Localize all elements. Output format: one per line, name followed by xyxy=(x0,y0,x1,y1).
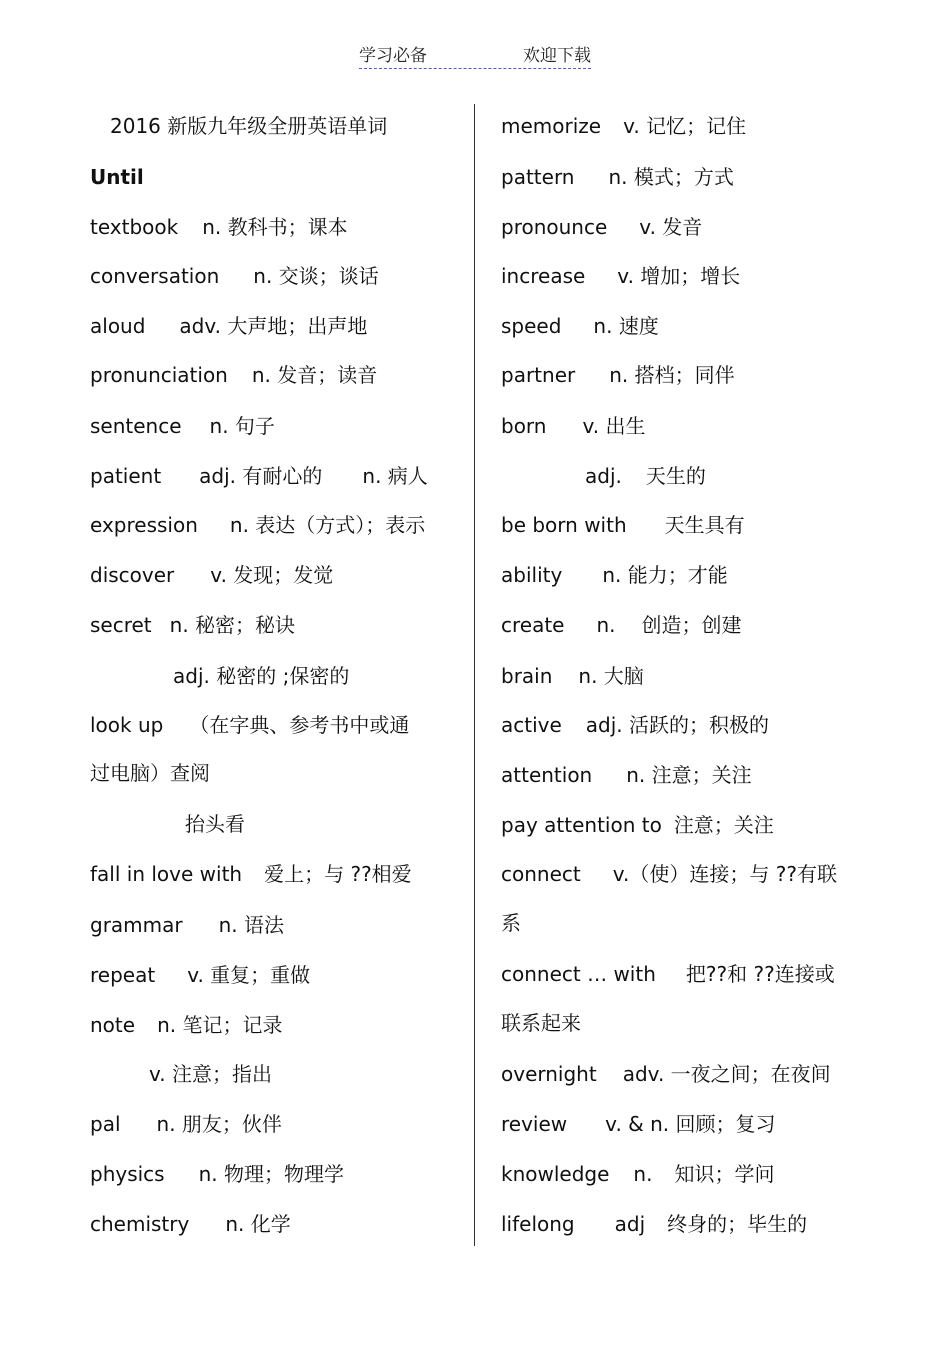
vocab-line xyxy=(501,910,521,936)
vocab-term: active xyxy=(501,713,562,737)
vocab-definition: adv. 一夜之间；在夜间 xyxy=(622,1062,831,1086)
vocab-term: memorize xyxy=(501,114,602,138)
vocab-definition: 天生的 xyxy=(645,464,706,488)
vocab-line xyxy=(90,512,425,538)
vocab-definition: n. 能力；才能 xyxy=(602,563,728,587)
vocab-term: adj. xyxy=(585,464,622,488)
vocab-term: connect xyxy=(501,862,581,886)
vocab-term: connect … with xyxy=(501,962,656,986)
vocab-definition: v. 出生 xyxy=(582,414,646,438)
vocab-line xyxy=(501,362,735,388)
vocab-line xyxy=(90,1211,291,1237)
vocab-line xyxy=(501,512,745,538)
vocab-line xyxy=(501,214,702,240)
vocab-definition: n. 教科书；课本 xyxy=(202,215,348,239)
vocab-term: look up xyxy=(90,713,164,737)
vocab-definition: v.（使）连接；与 ??有联 xyxy=(612,862,837,886)
vocab-definition: n. 化学 xyxy=(225,1212,291,1236)
vocab-definition: n. 大脑 xyxy=(578,664,644,688)
vocab-line xyxy=(90,1161,344,1187)
vocab-term: discover xyxy=(90,563,175,587)
vocab-definition: n. 交谈；谈话 xyxy=(253,264,379,288)
vocab-line xyxy=(110,113,387,139)
page-header xyxy=(0,41,950,69)
vocab-line xyxy=(501,961,835,987)
vocab-term: pattern xyxy=(501,165,575,189)
vocab-term: patient xyxy=(90,464,162,488)
vocab-definition: n. 发音；读音 xyxy=(251,363,378,387)
vocab-definition: adj. 有耐心的 xyxy=(199,464,323,488)
vocab-term: create xyxy=(501,613,565,637)
vocab-term: overnight xyxy=(501,1062,597,1086)
vocab-definition: v. 增加；增长 xyxy=(617,264,741,288)
vocab-line xyxy=(90,712,409,738)
vocab-line xyxy=(90,413,275,439)
header-right-text: 欢迎下载 xyxy=(523,46,591,66)
vocab-term: increase xyxy=(501,264,586,288)
vocab-line xyxy=(90,1012,282,1038)
vocab-term: 联系起来 xyxy=(501,1011,581,1035)
vocab-definition: 创造；创建 xyxy=(641,613,742,637)
vocab-line xyxy=(90,760,210,786)
vocab-term: born xyxy=(501,414,547,438)
vocab-definition: v. 发现；发觉 xyxy=(210,563,334,587)
vocab-term: chemistry xyxy=(90,1212,190,1236)
vocab-definition: v. 记忆；记住 xyxy=(623,114,747,138)
vocab-definition: n. 病人 xyxy=(362,464,428,488)
vocab-term: attention xyxy=(501,763,593,787)
vocab-definition: n. 语法 xyxy=(218,913,285,937)
vocab-line xyxy=(501,712,769,738)
vocab-definition: v. 重复；重做 xyxy=(187,963,311,987)
vocab-definition: adv. 大声地；出声地 xyxy=(179,314,368,338)
vocab-term: textbook xyxy=(90,215,179,239)
vocab-line xyxy=(501,562,728,588)
vocab-line xyxy=(90,214,348,240)
vocab-line xyxy=(501,812,774,838)
vocab-line xyxy=(90,612,295,638)
vocab-definition: 把??和 ??连接或 xyxy=(685,962,835,986)
header-left-text: 学习必备 xyxy=(359,46,427,66)
vocab-definition: adj. 活跃的；积极的 xyxy=(585,713,770,737)
vocab-definition: 终身的；毕生的 xyxy=(667,1212,808,1236)
vocab-line xyxy=(501,663,644,689)
vocab-term: 抬头看 xyxy=(185,812,245,836)
vocab-line xyxy=(501,1061,831,1087)
vocab-line xyxy=(90,362,377,388)
vocab-line xyxy=(501,164,734,190)
vocab-definition: n. 物理；物理学 xyxy=(198,1162,344,1186)
vocab-definition: n. 注意；关注 xyxy=(626,763,752,787)
vocab-term: physics xyxy=(90,1162,165,1186)
vocab-line xyxy=(501,263,740,289)
vocab-term: partner xyxy=(501,363,576,387)
vocab-term: be born with xyxy=(501,513,627,537)
vocab-line xyxy=(149,1061,272,1087)
vocab-definition: 注意；关注 xyxy=(673,813,774,837)
vocab-term: aloud xyxy=(90,314,146,338)
vocab-definition: n. xyxy=(596,613,616,637)
vocab-term: pal xyxy=(90,1112,121,1136)
vocab-term: adj. 秘密的 ;保密的 xyxy=(173,664,350,688)
vocab-definition: n. 朋友；伙伴 xyxy=(156,1112,282,1136)
vocab-term: 系 xyxy=(501,911,521,935)
vocab-line xyxy=(90,463,428,489)
vocab-definition: 知识；学问 xyxy=(674,1162,775,1186)
vocab-term: sentence xyxy=(90,414,182,438)
vocab-line xyxy=(501,1111,776,1137)
vocab-line xyxy=(90,562,333,588)
vocab-term: knowledge xyxy=(501,1162,610,1186)
vocab-definition: n. 速度 xyxy=(593,314,659,338)
vocab-term: expression xyxy=(90,513,198,537)
vocab-line xyxy=(90,912,284,938)
vocab-term: lifelong xyxy=(501,1212,575,1236)
vocab-line xyxy=(173,663,349,689)
vocab-term: brain xyxy=(501,664,553,688)
vocab-term: pronunciation xyxy=(90,363,228,387)
vocab-term: ability xyxy=(501,563,563,587)
column-divider xyxy=(474,104,475,1246)
vocab-term: Until xyxy=(90,165,144,189)
vocab-line xyxy=(501,1211,807,1237)
vocab-line xyxy=(90,263,379,289)
vocab-definition: n. 表达（方式）；表示 xyxy=(229,513,426,537)
vocab-term: grammar xyxy=(90,913,183,937)
header-banner xyxy=(359,41,591,69)
vocab-term: speed xyxy=(501,314,562,338)
vocab-definition: 爱上；与 ??相爱 xyxy=(264,862,412,886)
vocab-term: v. 注意；指出 xyxy=(149,1062,272,1086)
vocab-line xyxy=(501,413,645,439)
vocab-line xyxy=(90,164,144,190)
vocab-line xyxy=(501,762,752,788)
vocab-line xyxy=(501,861,837,887)
vocab-line xyxy=(501,113,746,139)
vocab-line xyxy=(90,861,412,887)
vocab-definition: n. xyxy=(633,1162,653,1186)
vocab-term: pay attention to xyxy=(501,813,662,837)
vocab-definition: n. 搭档；同伴 xyxy=(609,363,735,387)
vocab-line xyxy=(90,962,310,988)
vocab-definition: （在字典、参考书中或通 xyxy=(189,713,410,737)
vocab-line xyxy=(501,1161,774,1187)
vocab-term: repeat xyxy=(90,963,156,987)
vocab-line xyxy=(585,463,706,489)
vocab-line xyxy=(501,313,659,339)
vocab-term: fall in love with xyxy=(90,862,243,886)
vocab-definition: v. 发音 xyxy=(639,215,703,239)
vocab-term: 过电脑）查阅 xyxy=(90,761,210,785)
vocab-definition: v. & n. 回顾；复习 xyxy=(605,1112,776,1136)
vocab-definition: n. 笔记；记录 xyxy=(157,1013,283,1037)
vocab-definition: adj xyxy=(614,1212,646,1236)
vocab-term: conversation xyxy=(90,264,220,288)
vocab-definition: n. 秘密；秘诀 xyxy=(169,613,296,637)
vocab-line xyxy=(501,612,742,638)
vocab-term: review xyxy=(501,1112,568,1136)
vocab-definition: 天生具有 xyxy=(664,513,745,537)
vocab-line xyxy=(185,811,245,837)
vocab-line xyxy=(90,313,367,339)
vocab-term: secret xyxy=(90,613,152,637)
vocab-line xyxy=(90,1111,282,1137)
vocab-line xyxy=(501,1010,581,1036)
vocab-term: pronounce xyxy=(501,215,608,239)
vocab-definition: n. 模式；方式 xyxy=(608,165,734,189)
vocab-term: 2016 新版九年级全册英语单词 xyxy=(110,114,388,138)
vocab-definition: n. 句子 xyxy=(209,414,275,438)
vocab-term: note xyxy=(90,1013,136,1037)
